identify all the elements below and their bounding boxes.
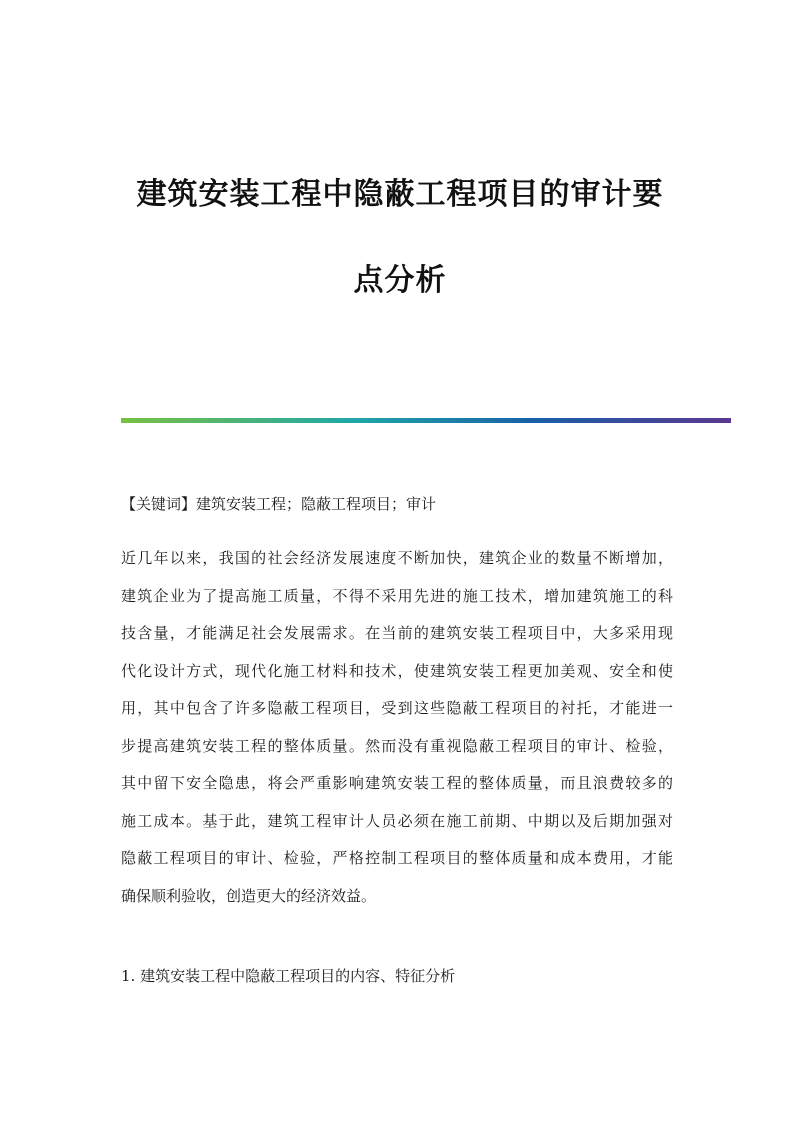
paragraph-line: 其中留下安全隐患，将会严重影响建筑安装工程的整体质量，而且浪费较多的: [121, 774, 673, 792]
title-line-1: 建筑安装工程中隐蔽工程项目的审计要: [136, 177, 664, 212]
paragraph-line: 建筑企业为了提高施工质量，不得不采用先进的施工技术，增加建筑施工的科: [121, 586, 673, 605]
document-title: [100, 177, 700, 298]
gradient-divider: [121, 418, 731, 423]
paragraph-line: 代化设计方式，现代化施工材料和技术，使建筑安装工程更加美观、安全和使: [121, 661, 673, 680]
intro-paragraph: [121, 540, 673, 915]
paragraph-line: 隐蔽工程项目的审计、检验，严格控制工程项目的整体质量和成本费用，才能: [121, 849, 673, 867]
paragraph-line: 步提高建筑安装工程的整体质量。然而没有重视隐蔽工程项目的审计、检验，: [121, 736, 673, 755]
paragraph-line: 确保顺利验收，创造更大的经济效益。: [121, 886, 377, 905]
section-heading: 1. 建筑安装工程中隐蔽工程项目的内容、特征分析: [121, 967, 456, 985]
title-line-2: 点分析: [353, 263, 447, 298]
paragraph-line: 技含量，才能满足社会发展需求。在当前的建筑安装工程项目中，大多采用现: [121, 624, 673, 642]
paragraph-line: 施工成本。基于此，建筑工程审计人员必须在施工前期、中期以及后期加强对: [121, 811, 673, 830]
keywords-line: 【关键词】建筑安装工程；隐蔽工程项目；审计: [121, 495, 437, 513]
paragraph-line: 近几年以来，我国的社会经济发展速度不断加快，建筑企业的数量不断增加，: [121, 549, 673, 567]
paragraph-line: 用，其中包含了许多隐蔽工程项目，受到这些隐蔽工程项目的衬托，才能进一: [121, 699, 673, 717]
